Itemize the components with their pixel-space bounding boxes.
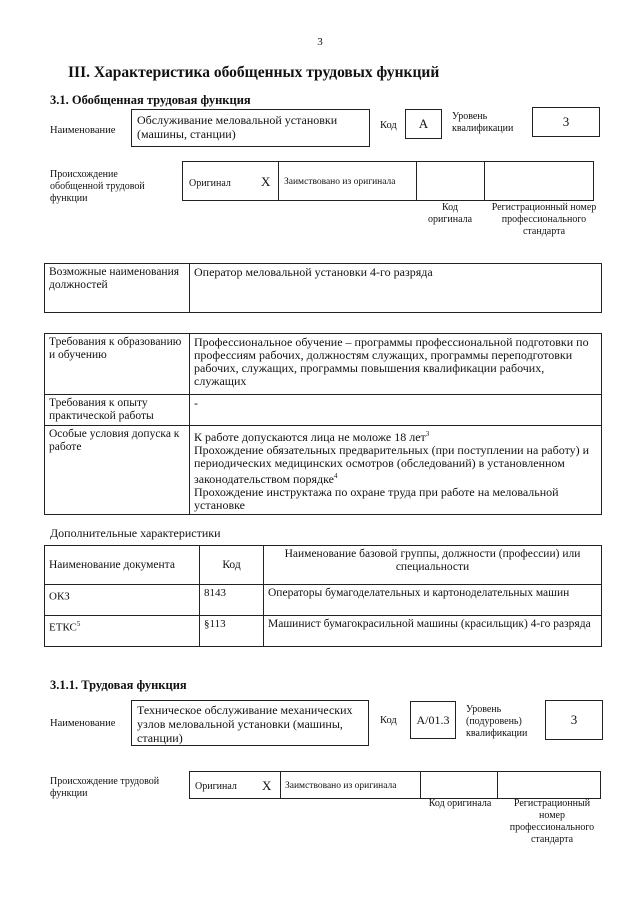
page-number: 3 — [317, 36, 323, 48]
gtf-level-value: 3 — [532, 107, 600, 137]
tf-level-label: Уровень (подуровень) квалификации — [466, 704, 528, 739]
tf-level-value: 3 — [545, 700, 603, 740]
gtf-code-original-label: Код оригинала — [427, 202, 473, 225]
gtf-origin-divider — [416, 161, 417, 201]
tf-origin-divider — [420, 771, 421, 799]
gtf-reg-number-label: Регистрационный номер профессионального стандарта — [491, 202, 597, 237]
gtf-heading: 3.1. Обобщенная трудовая функция — [50, 93, 251, 107]
col-name-header: Наименование базовой группы, должности (профессии) или специальности — [264, 546, 602, 585]
gtf-origin-divider — [484, 161, 485, 201]
gtf-origin-label: Происхождение обобщенной трудовой функции — [50, 169, 145, 204]
gtf-borrowed-label: Заимствовано из оригинала — [284, 177, 396, 187]
additional-heading: Дополнительные характеристики — [50, 526, 221, 540]
tf-original-label: Оригинал — [195, 781, 237, 792]
positions-value: Оператор меловальной установки 4-го разряда — [190, 264, 602, 313]
tf-origin-divider — [497, 771, 498, 799]
tf-origin-label: Происхождение трудовой функции — [50, 776, 160, 799]
special-line-1: К работе допускаются лица не моложе 18 лет$^3$ — [194, 430, 430, 444]
tf-origin-divider — [280, 771, 281, 799]
table-row — [45, 585, 602, 616]
special-conditions — [190, 426, 602, 515]
tf-name-value: Техническое обслуживание механических узлов меловальной установки (машины, станции) — [131, 700, 369, 746]
gtf-name-value: Обслуживание меловальной установки (машины, станции) — [131, 109, 370, 147]
req-exp-label: Требования к опыту практической работы — [45, 395, 190, 426]
tf-heading: 3.1.1. Трудовая функция — [50, 678, 187, 692]
row-name: Машинист бумагокрасильной машины (красильщик) 4-го разряда — [264, 616, 602, 647]
tf-code-value: А/01.3 — [410, 701, 456, 739]
additional-table — [44, 545, 602, 647]
requirements-table — [44, 333, 602, 515]
req-edu-value: Профессиональное обучение – программы профессиональной подготовки по профессиям рабочих, должностям служащих, программы переподготовки рабочих, служащих, программы повышения квалификации рабочих, служащих — [190, 334, 602, 395]
row-code: §113 — [200, 616, 264, 647]
gtf-original-label: Оригинал — [189, 178, 231, 189]
gtf-code-value: А — [405, 109, 442, 139]
special-line-2: Прохождение обязательных предварительных (при поступлении на работу) и периодических медицинских осмотров (обследований) в установленном законодательством порядке$^4$ — [194, 443, 590, 486]
col-code-header: Код — [200, 546, 264, 585]
table-row — [45, 616, 602, 647]
special-label: Особые условия допуска к работе — [45, 426, 190, 515]
tf-reg-number-label: Регистрационный номер профессионального стандарта — [509, 798, 595, 845]
tf-name-label: Наименование — [50, 718, 116, 729]
tf-code-original-label: Код оригинала — [428, 798, 492, 809]
gtf-origin-divider — [278, 161, 279, 201]
row-name: Операторы бумагоделательных и картоноделательных машин — [264, 585, 602, 616]
gtf-name-label: Наименование — [50, 125, 116, 136]
col-doc-header: Наименование документа — [45, 546, 200, 585]
row-code: 8143 — [200, 585, 264, 616]
gtf-original-mark: X — [261, 174, 271, 189]
gtf-level-label: Уровень квалификации — [452, 111, 514, 134]
tf-borrowed-label: Заимствовано из оригинала — [285, 781, 397, 791]
special-line-3: Прохождение инструктажа по охране труда при работе на меловальной установке — [194, 485, 559, 512]
tf-original-mark: X — [262, 778, 272, 793]
section-title: III. Характеристика обобщенных трудовых функций — [68, 64, 440, 81]
req-exp-value: - — [190, 395, 602, 426]
row-doc: ЕТКС$^5$ — [45, 616, 200, 647]
row-doc: ОКЗ — [45, 585, 200, 616]
positions-label: Возможные наименования должностей — [45, 264, 190, 313]
tf-code-label: Код — [380, 715, 397, 726]
gtf-code-label: Код — [380, 120, 397, 131]
positions-table — [44, 263, 602, 313]
req-edu-label: Требования к образованию и обучению — [45, 334, 190, 395]
